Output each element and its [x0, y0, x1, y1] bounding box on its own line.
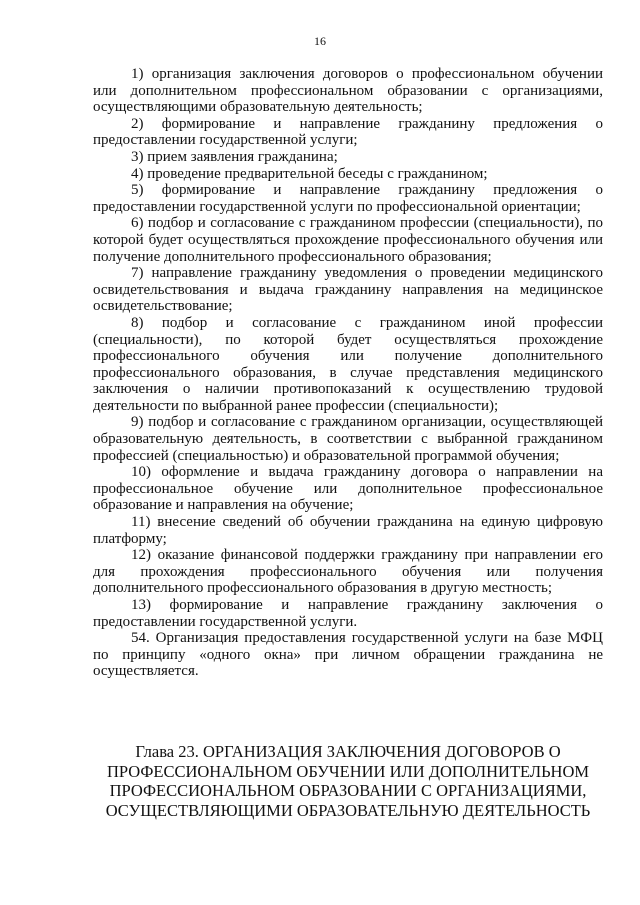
list-item-10: 10) оформление и выдача гражданину договора о направлении на профессиональное обучение или дополнительное профессиональное образование и направления на обучение; [93, 464, 603, 514]
list-item-2: 2) формирование и направление гражданину предложения о предоставлении государственной услуги; [93, 115, 603, 149]
list-item-1: 1) организация заключения договоров о профессиональном обучении или дополнительном профессиональном образовании с организациями, осуществляющими образовательную деятельность; [93, 66, 603, 116]
list-item-13: 13) формирование и направление гражданину заключения о предоставлении государственной услуги. [93, 597, 603, 630]
list-item-5: 5) формирование и направление гражданину предложения о предоставлении государственной услуги по профессиональной ориентации; [93, 182, 603, 215]
list-item-3: 3) прием заявления гражданина; [131, 148, 338, 165]
list-item-12: 12) оказание финансовой поддержки гражданину при направлении его для прохождения профессионального обучения или получения дополнительного профессионального образования в другую местность; [93, 547, 603, 597]
chapter-heading: Глава 23. ОРГАНИЗАЦИЯ ЗАКЛЮЧЕНИЯ ДОГОВОРОВ О ПРОФЕССИОНАЛЬНОМ ОБУЧЕНИИ ИЛИ ДОПОЛНИТЕЛЬНОМ ПРОФЕССИОНАЛЬНОМ ОБРАЗОВАНИИ С ОРГАНИЗАЦИЯМИ, ОСУЩЕСТВЛЯЮЩИМИ ОБРАЗОВАТЕЛЬНУЮ ДЕЯТЕЛЬНОСТЬ [105, 742, 591, 820]
clause-54: 54. Организация предоставления государственной услуги на базе МФЦ по принципу «одного окна» при личном обращении гражданина не осуществляется. [93, 630, 603, 680]
list-item-8: 8) подбор и согласование с гражданином иной профессии (специальности), по которой будет осуществляться прохождение профессионального обучения или получение дополнительного профессионального образования, в случае представления медицинского заключения о наличии противопоказаний к осуществлению трудовой деятельности по выбранной ранее профессии (специальности); [93, 314, 603, 414]
document-body [93, 66, 603, 680]
list-item-11: 11) внесение сведений об обучении гражданина на единую цифровую платформу; [93, 514, 603, 547]
list-item-4: 4) проведение предварительной беседы с гражданином; [131, 165, 488, 182]
list-item-7: 7) направление гражданину уведомления о проведении медицинского освидетельствования и выдача гражданину направления на медицинское освидетельствование; [93, 265, 603, 315]
page-number: 16 [314, 34, 326, 48]
list-item-6: 6) подбор и согласование с гражданином профессии (специальности), по которой будет осуществляться прохождение профессионального обучения или получение дополнительного профессионального образования; [93, 215, 603, 265]
list-item-9: 9) подбор и согласование с гражданином организации, осуществляющей образовательную деятельность, в соответствии с выбранной гражданином профессией (специальностью) и образовательной программой обучения; [93, 414, 603, 464]
